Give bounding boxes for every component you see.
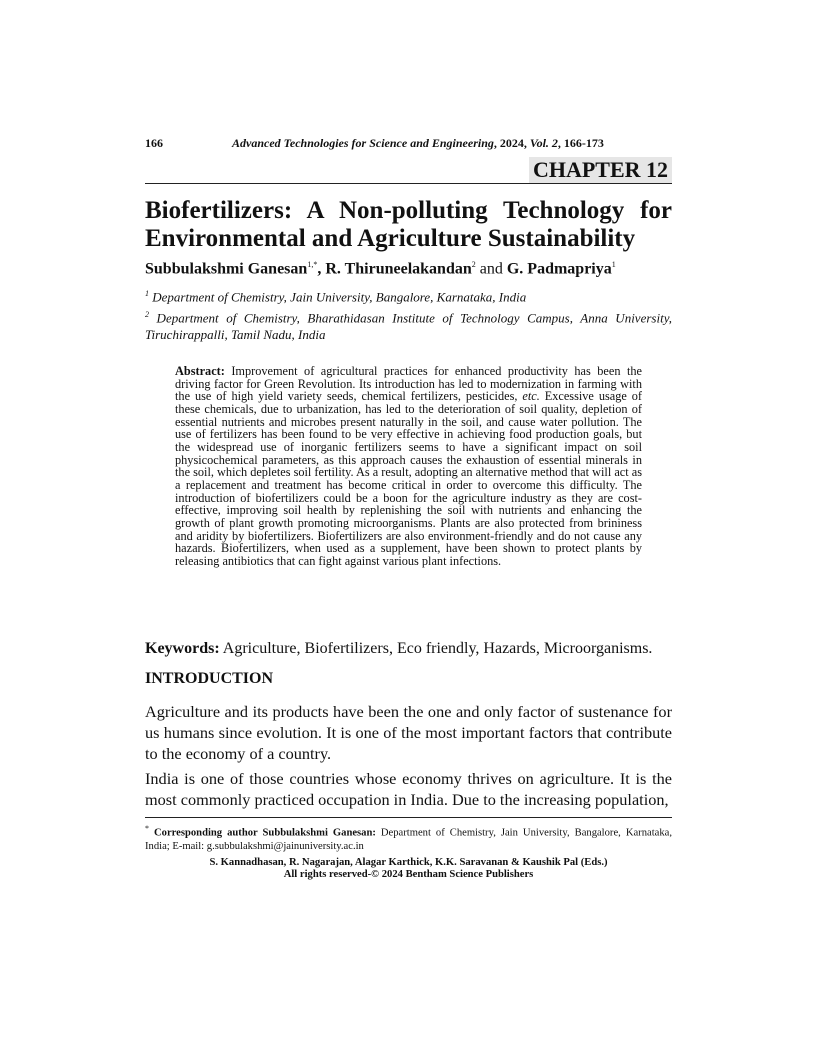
footnote-divider	[145, 817, 672, 818]
affiliation-sup: 1	[145, 289, 149, 298]
footnote-sup: *	[145, 824, 149, 833]
header-divider	[145, 183, 672, 184]
section-heading: INTRODUCTION	[145, 670, 274, 687]
affiliation-text: Department of Chemistry, Bharathidasan Institute of Technology Campus, Anna University, Tiruchirappalli, Tamil Nadu, India	[145, 310, 672, 343]
affiliation	[145, 285, 672, 305]
footnote-text: Department of Chemistry, Jain University, Bangalore, Karnataka, India; E-mail: g.subbulakshmi@jainuniversity.ac.in	[145, 827, 672, 852]
author-sup: 2	[471, 260, 476, 269]
publisher-info	[145, 857, 672, 881]
author-sup: 1	[611, 260, 616, 269]
affiliation-text: Department of Chemistry, Jain University, Bangalore, Karnataka, India	[149, 289, 527, 305]
keywords-text: Agriculture, Biofertilizers, Eco friendly, Hazards, Microorganisms.	[219, 640, 653, 657]
separator: and	[475, 260, 507, 278]
abstract-etc: etc.	[522, 389, 540, 404]
keywords-label: Keywords:	[145, 640, 220, 657]
running-header	[145, 136, 672, 151]
abstract-label: Abstract:	[175, 364, 225, 378]
author: R. Thiruneelakandan	[325, 260, 472, 278]
author: Subbulakshmi Ganesan	[145, 260, 308, 278]
editors: S. Kannadhasan, R. Nagarajan, Alagar Karthick, K.K. Saravanan & Kaushik Pal (Eds.)	[209, 857, 608, 868]
author: G. Padmapriya	[506, 260, 612, 278]
title-line-1: Biofertilizers: A Non-polluting Technology for	[145, 197, 672, 224]
paragraph: Agriculture and its products have been the one and only factor of sustenance for us humans since evolution. It is one of the most important factors that contribute to the economy of a country.	[145, 702, 672, 763]
abstract	[175, 365, 642, 568]
author-sup: 1,*	[307, 260, 318, 269]
journal-year: , 2024,	[493, 136, 530, 150]
title-line-2: Environmental and Agriculture Sustainability	[145, 225, 636, 252]
page-number: 166	[145, 136, 163, 150]
abstract-text: Improvement of agricultural practices for enhanced productivity has been the driving factor for Green Revolution. Its introduction has led to modernization in farming with the use of high yield variety seeds, chemical fertilizers, pesticides,	[175, 364, 642, 404]
copyright: All rights reserved-© 2024 Bentham Science Publishers	[283, 869, 534, 880]
affiliation	[145, 306, 672, 343]
affiliation-sup: 2	[145, 310, 149, 319]
footnote-label: Corresponding author Subbulakshmi Ganesan:	[149, 827, 376, 839]
journal-pages: , 166-173	[557, 136, 604, 150]
author-list	[145, 260, 616, 278]
separator: ,	[317, 260, 326, 278]
page-title	[145, 197, 672, 253]
paragraph: India is one of those countries whose economy thrives on agriculture. It is the most commonly practiced occupation in India. Due to the increasing population,	[145, 769, 672, 809]
footnote	[145, 822, 672, 853]
journal-citation	[232, 136, 604, 151]
journal-volume: Vol. 2	[529, 136, 558, 150]
abstract-text: Excessive usage of these chemicals, due to urbanization, has led to the deterioration of soil quality, depletion of essential nutrients and microbes present naturally in the soil, and cause water pollution. The use of fertilizers has been found to be very effective in achieving food production goals, but the widespread use of inorganic fertilizers seems to have a significant impact on soil physicochemical parameters, as this approach causes the exhaustion of essential minerals in the soil, which depletes soil fertility. As a result, adopting an alternative method that will act as a replacement and treatment has become critical in order to overcome this difficulty. The introduction of biofertilizers could be a boon for the agriculture industry as they are cost-effective, improving soil health by replenishing the soil with nutrients and enhancing the growth of plant growth promoting microorganisms. Plants are also protected from brininess and aridity by biofertilizers. Biofertilizers are also environment-friendly and do not cause any hazards. Biofertilizers, when used as a supplement, have been shown to protect plants by releasing antibiotics that can fight against various plant infections.	[175, 389, 642, 568]
chapter-label: CHAPTER 12	[529, 157, 672, 183]
journal-name: Advanced Technologies for Science and Engineering	[232, 136, 494, 150]
keywords	[145, 640, 652, 658]
